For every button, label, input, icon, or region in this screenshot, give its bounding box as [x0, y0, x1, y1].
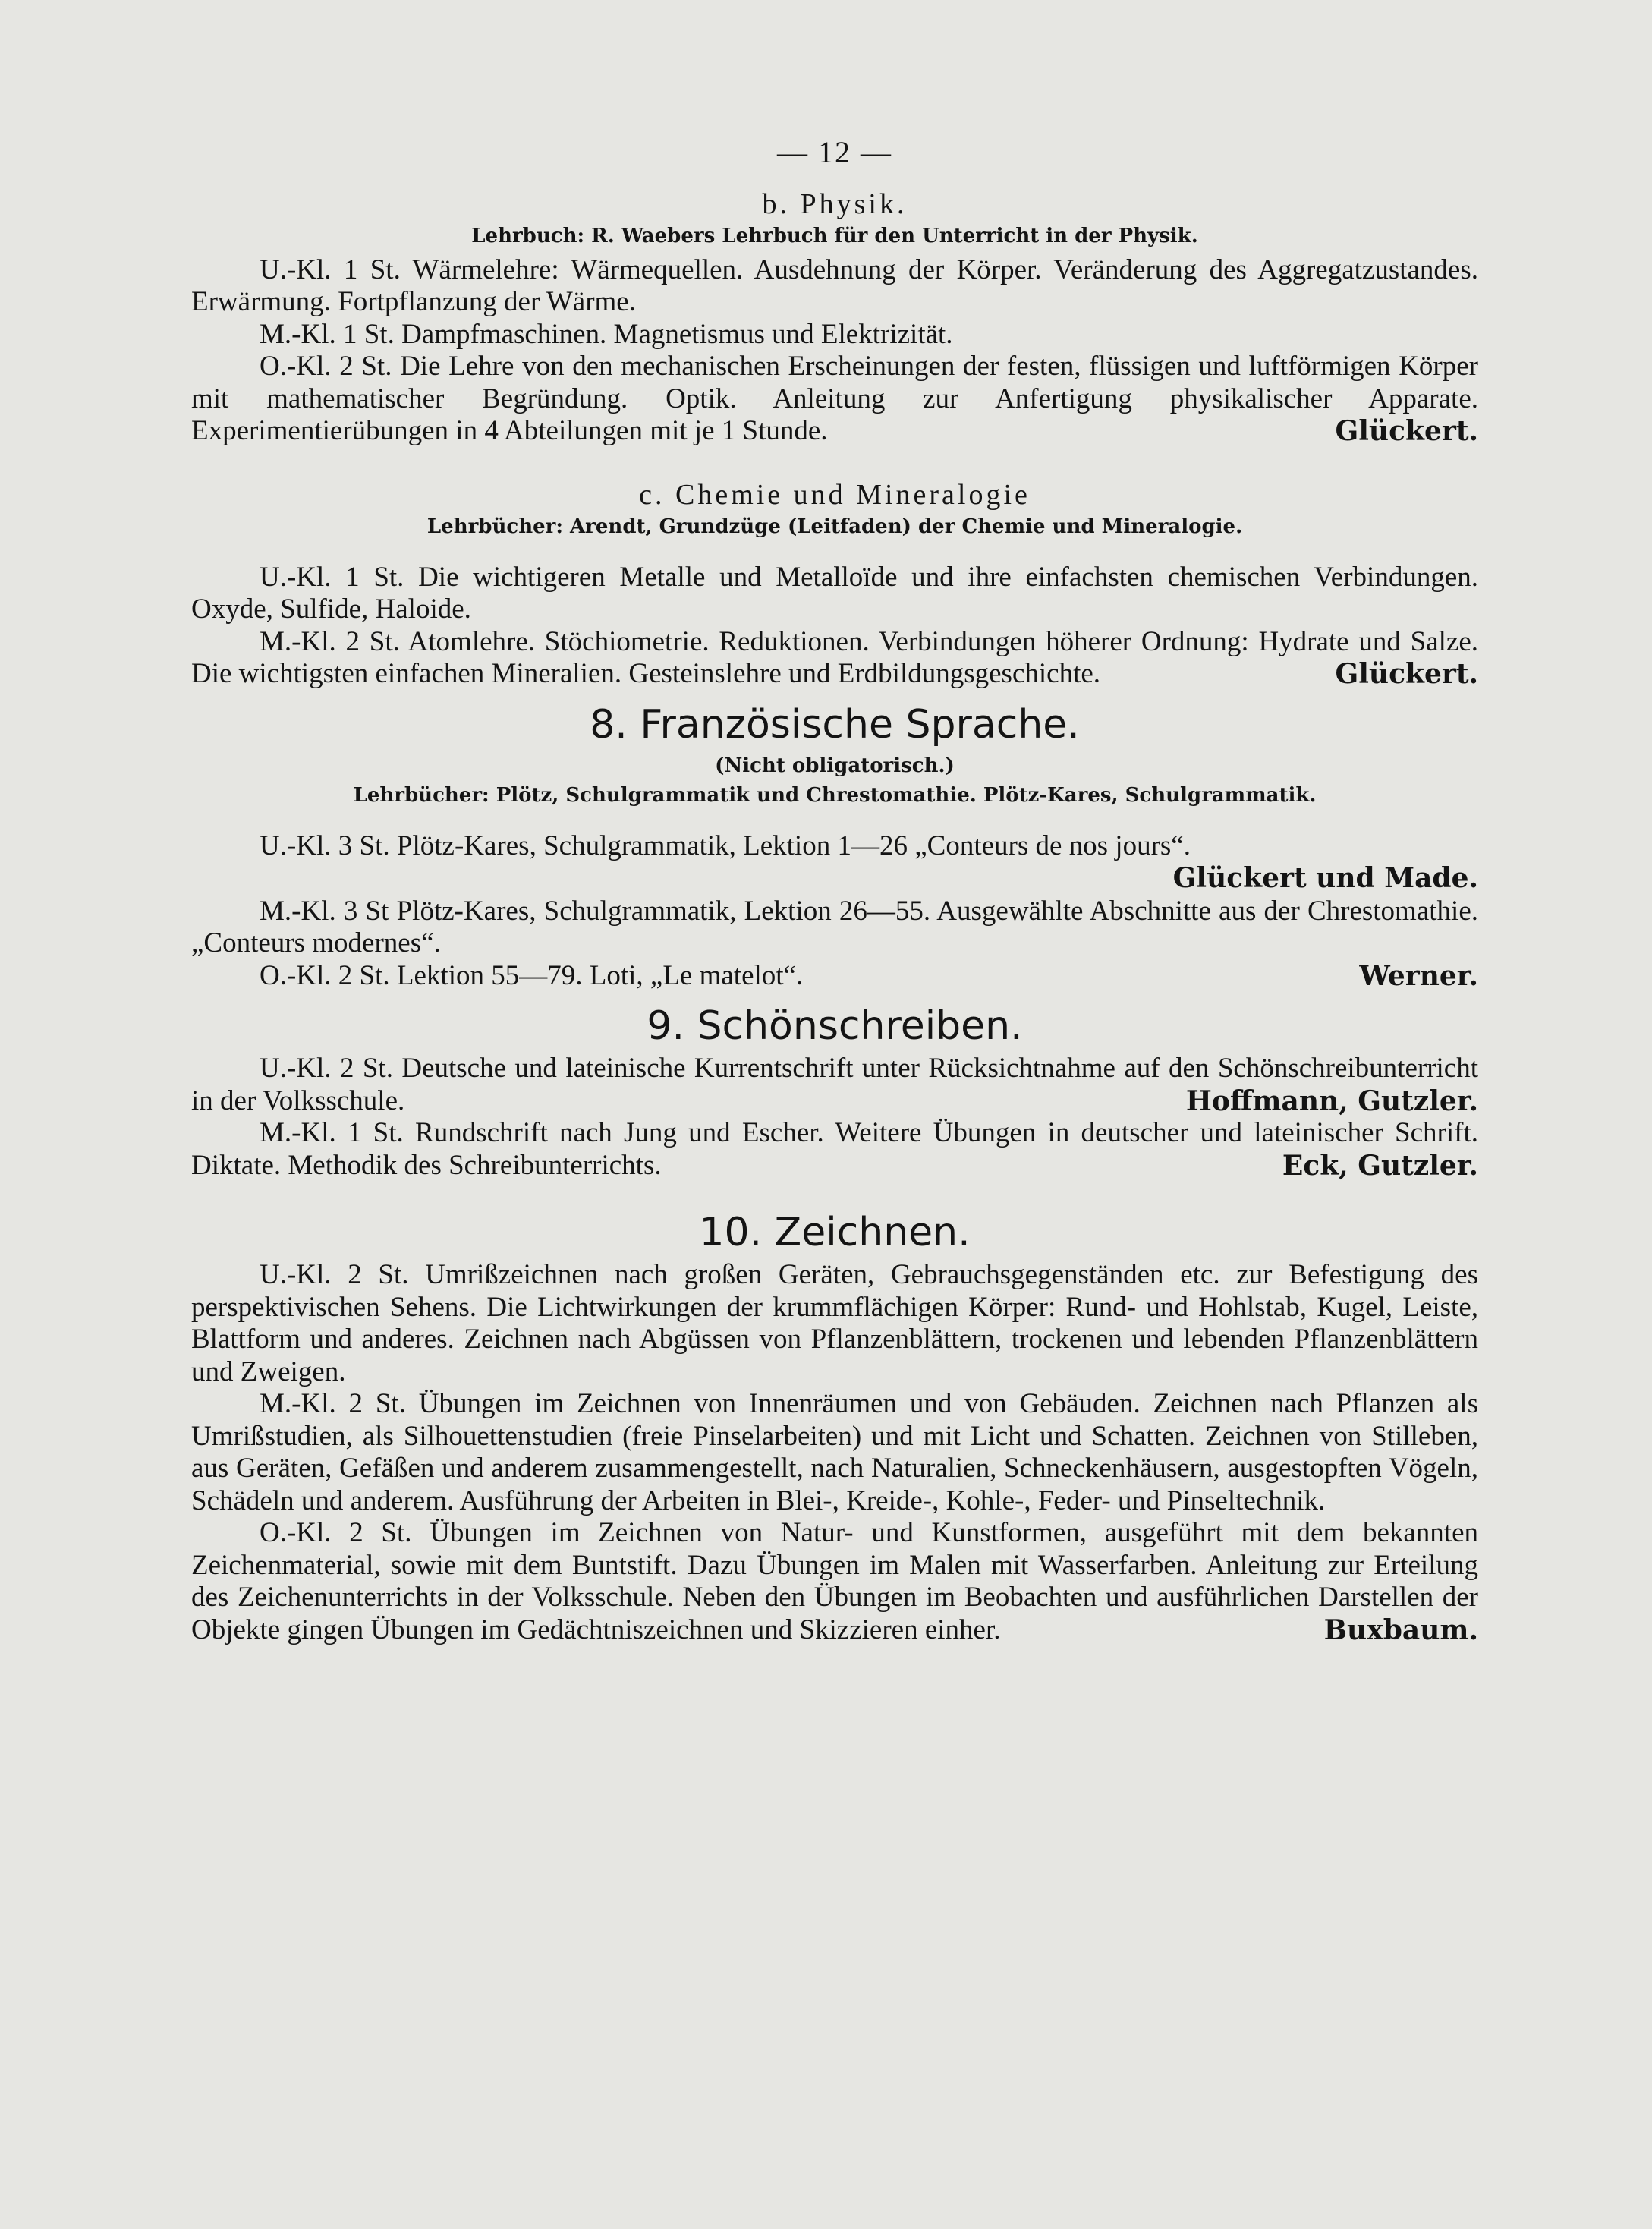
schoen-u-kl-text: U.-Kl. 2 St. Deutsche und lateinische Kurrentschrift unter Rücksichtnahme auf den Schönschreibunterricht in der Volksschule.: [191, 1053, 1478, 1116]
franz-note: (Nicht obligatorisch.): [715, 754, 955, 777]
franz-m-kl: M.-Kl. 3 St Plötz-Kares, Schulgrammatik, Lektion 26—55. Ausgewählte Abschnitte aus der Chrestomathie. „Conteurs modernes“.: [191, 895, 1478, 959]
schoen-heading: 9. Schönschreiben.: [647, 1003, 1023, 1049]
document-page: [191, 137, 1478, 1646]
page-number: — 12 —: [777, 135, 892, 169]
chemie-m-kl-block: [191, 626, 1478, 691]
schoen-signature-1: Hoffmann, Gutzler.: [1185, 1085, 1478, 1117]
chemie-heading: c. Chemie und Mineralogie: [639, 478, 1031, 511]
schoen-m-kl-block: [191, 1117, 1478, 1182]
physik-o-kl: [191, 351, 1478, 448]
zeichnen-signature: Buxbaum.: [1323, 1614, 1478, 1646]
schoen-u-kl-block: [191, 1053, 1478, 1117]
schoen-m-kl-text: M.-Kl. 1 St. Rundschrift nach Jung und Escher. Weitere Übungen in deutscher und lateinischer Schrift. Diktate. Methodik des Schreibunterrichts.: [191, 1117, 1478, 1181]
physik-textbook: Lehrbuch: R. Waebers Lehrbuch für den Unterricht in der Physik.: [471, 224, 1198, 247]
chemie-u-kl: U.-Kl. 1 St. Die wichtigeren Metalle und Metalloïde und ihre einfachsten chemischen Verbindungen. Oxyde, Sulfide, Haloide.: [191, 561, 1478, 625]
zeichnen-o-kl: [191, 1517, 1478, 1646]
physik-o-kl-text: O.-Kl. 2 St. Die Lehre von den mechanischen Erscheinungen der festen, flüssigen und luftförmigen Körper mit mathematischer Begründung. Optik. Anleitung zur Anfertigung physikalischer Apparate. Experimentierübungen in 4 Abteilungen mit je 1 Stunde.: [191, 351, 1478, 446]
zeichnen-heading: 10. Zeichnen.: [699, 1210, 971, 1255]
schoen-signature-2: Eck, Gutzler.: [1282, 1149, 1478, 1182]
zeichnen-u-kl: U.-Kl. 2 St. Umrißzeichnen nach großen Geräten, Gebrauchsgegenständen etc. zur Befestigung des perspektivischen Sehens. Die Lichtwirkungen der krummflächigen Körper: Rund- und Hohlstab, Kugel, Leiste, Blattform und anderes. Zeichnen nach Abgüssen von Pflanzenblättern, trockenen und lebenden Pflanzenblättern und Zweigen.: [191, 1259, 1478, 1387]
physik-o-kl-block: [191, 351, 1478, 448]
zeichnen-m-kl: M.-Kl. 2 St. Übungen im Zeichnen von Innenräumen und von Gebäuden. Zeichnen nach Pflanzen als Umrißstudien, als Silhouettenstudien (freie Pinselarbeiten) und mit Licht und Schatten. Zeichnen von Stilleben, aus Geräten, Gefäßen und anderem zusammengestellt, nach Naturalien, Schneckenhäusern, ausgestopften Vögeln, Schädeln und anderem. Ausführung der Arbeiten in Blei-, Kreide-, Kohle-, Feder- und Pinseltechnik.: [191, 1388, 1478, 1516]
schoen-u-kl: [191, 1053, 1478, 1117]
chemie-m-kl-text: M.-Kl. 2 St. Atomlehre. Stöchiometrie. Reduktionen. Verbindungen höherer Ordnung: Hydrate und Salze. Die wichtigsten einfachen Mineralien. Gesteinslehre und Erdbildungsgeschichte.: [191, 625, 1478, 689]
chemie-signature: Glückert.: [1335, 658, 1478, 690]
franz-signature-3: Werner.: [1359, 959, 1478, 992]
franz-signature-1: Glückert und Made.: [1172, 862, 1478, 894]
franz-textbook: Lehrbücher: Plötz, Schulgrammatik und Chrestomathie. Plötz-Kares, Schulgrammatik.: [353, 783, 1317, 807]
franz-o-kl-block: [191, 960, 1478, 993]
franz-heading: 8. Französische Sprache.: [590, 701, 1080, 748]
franz-u-kl: U.-Kl. 3 St. Plötz-Kares, Schulgrammatik, Lektion 1—26 „Conteurs de nos jours“.: [260, 830, 1191, 861]
schoen-m-kl: [191, 1117, 1478, 1182]
physik-heading: b. Physik.: [762, 187, 908, 220]
chemie-textbook: Lehrbücher: Arendt, Grundzüge (Leitfaden) der Chemie und Mineralogie.: [426, 515, 1243, 538]
zeichnen-o-kl-block: [191, 1517, 1478, 1646]
franz-o-kl: [191, 960, 1478, 993]
chemie-m-kl: [191, 626, 1478, 691]
zeichnen-o-kl-text: O.-Kl. 2 St. Übungen im Zeichnen von Natur- und Kunstformen, ausgeführt mit dem bekannten Zeichenmaterial, sowie mit dem Buntstift. Dazu Übungen im Malen mit Wasserfarben. Anleitung zur Erteilung des Zeichenunterrichts in der Volksschule. Neben den Übungen im Beobachten und ausführlichen Darstellen der Objekte gingen Übungen im Gedächtniszeichnen und Skizzieren einher.: [191, 1517, 1478, 1645]
physik-m-kl: M.-Kl. 1 St. Dampfmaschinen. Magnetismus und Elektrizität.: [260, 318, 953, 350]
physik-signature: Glückert.: [1335, 415, 1478, 447]
franz-o-kl-text: O.-Kl. 2 St. Lektion 55—79. Loti, „Le matelot“.: [260, 959, 804, 991]
physik-u-kl: U.-Kl. 1 St. Wärmelehre: Wärmequellen. Ausdehnung der Körper. Veränderung des Aggregatzustandes. Erwärmung. Fortpflanzung der Wärme.: [191, 253, 1478, 317]
